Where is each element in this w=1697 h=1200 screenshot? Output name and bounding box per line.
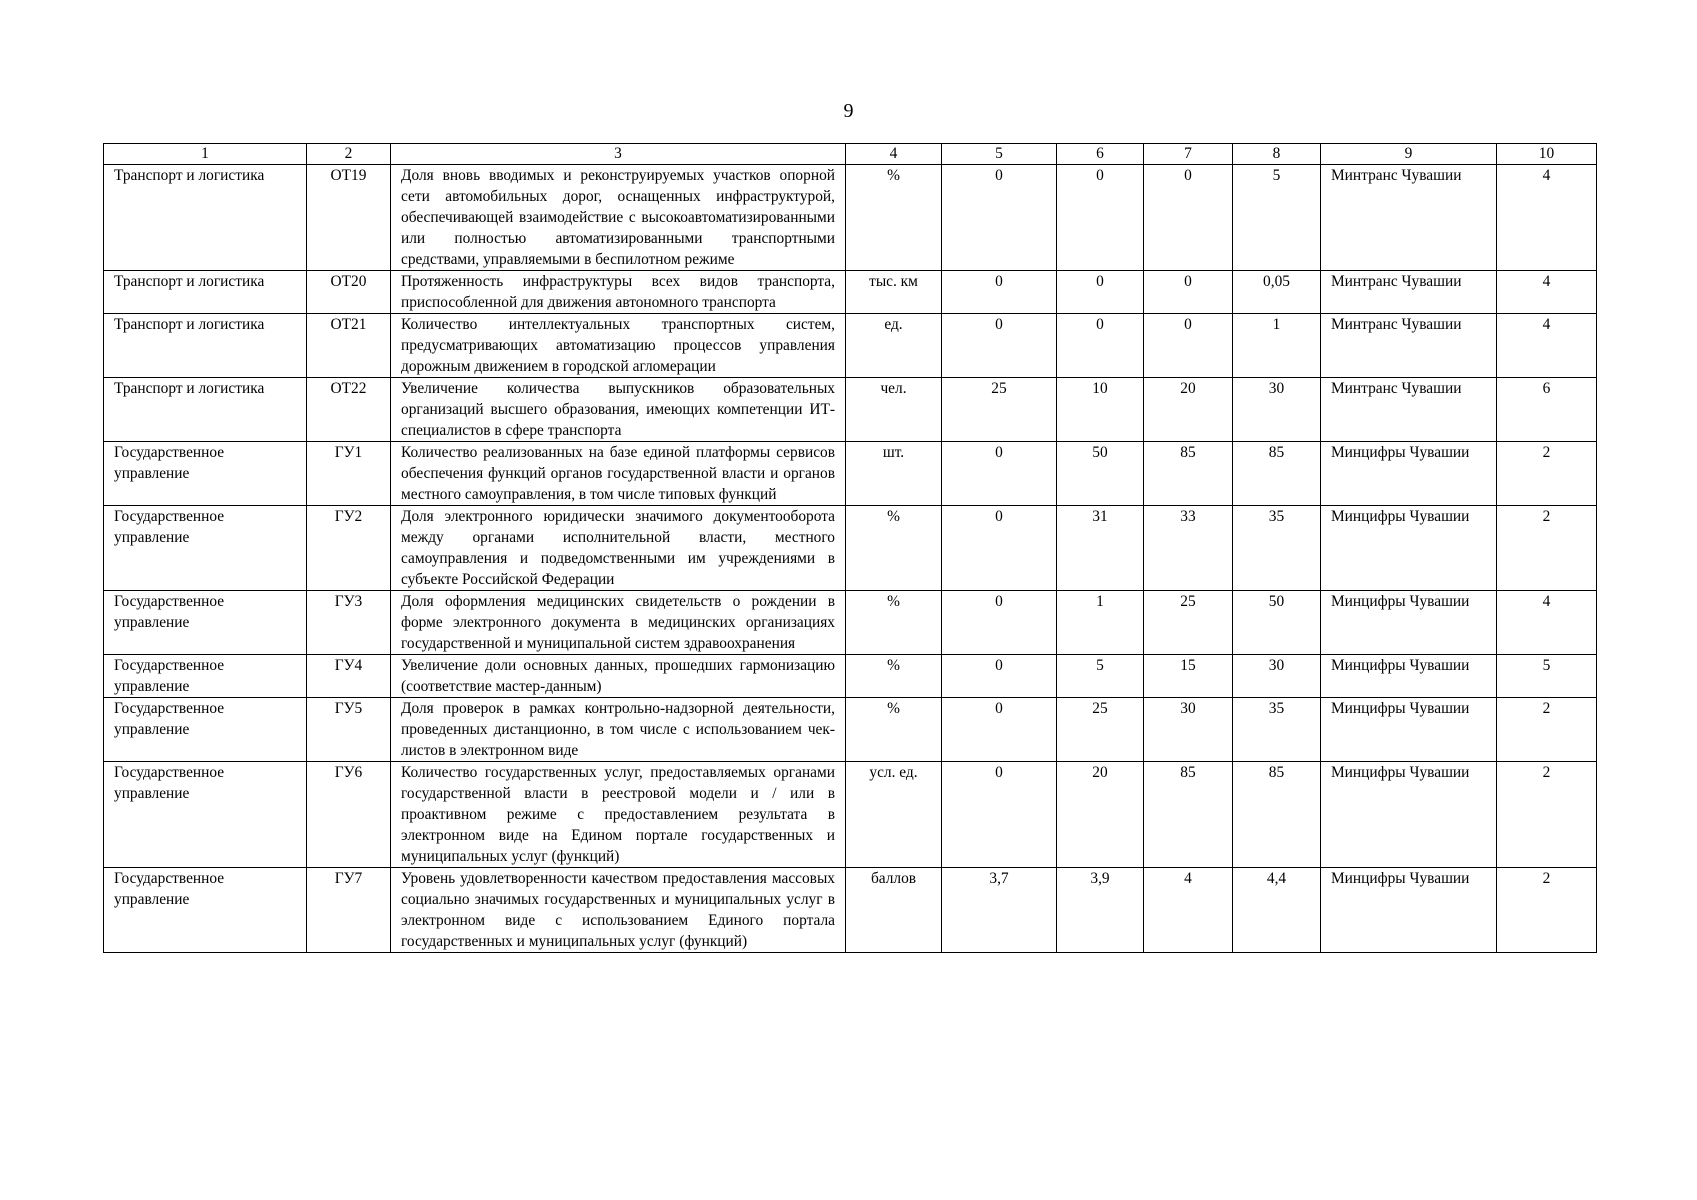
- table-row: [104, 271, 1597, 314]
- responsible-cell: Минцифры Чувашии: [1321, 762, 1497, 868]
- unit-cell: тыс. км: [846, 271, 942, 314]
- weight-cell: 2: [1497, 506, 1597, 591]
- responsible-cell: Минцифры Чувашии: [1321, 591, 1497, 655]
- unit-cell: %: [846, 591, 942, 655]
- sector-cell: Государственное управление: [104, 655, 307, 698]
- column-header: 4: [846, 144, 942, 165]
- table-row: [104, 655, 1597, 698]
- sector-cell: Государственное управление: [104, 506, 307, 591]
- weight-cell: 4: [1497, 314, 1597, 378]
- table-row: [104, 868, 1597, 953]
- description-cell: Количество государственных услуг, предоставляемых органами государственной власти в реестровой модели и / или в проактивном режиме с предоставлением результата в электронном виде на Едином портале государственных и муниципальных услуг (функций): [391, 762, 846, 868]
- value-cell: 0,05: [1233, 271, 1321, 314]
- value-cell: 4: [1144, 868, 1233, 953]
- value-cell: 0: [1057, 271, 1144, 314]
- value-cell: 35: [1233, 506, 1321, 591]
- value-cell: 85: [1144, 762, 1233, 868]
- unit-cell: %: [846, 698, 942, 762]
- unit-cell: усл. ед.: [846, 762, 942, 868]
- unit-cell: чел.: [846, 378, 942, 442]
- code-cell: ОТ22: [307, 378, 391, 442]
- column-header: 1: [104, 144, 307, 165]
- value-cell: 85: [1144, 442, 1233, 506]
- unit-cell: ед.: [846, 314, 942, 378]
- description-cell: Количество реализованных на базе единой платформы сервисов обеспечения функций органов государственной власти и органов местного самоуправления, в том числе типовых функций: [391, 442, 846, 506]
- unit-cell: %: [846, 165, 942, 271]
- table-row: [104, 165, 1597, 271]
- value-cell: 5: [1057, 655, 1144, 698]
- table-row: [104, 314, 1597, 378]
- description-cell: Количество интеллектуальных транспортных систем, предусматривающих автоматизацию процессов управления дорожным движением в городской агломерации: [391, 314, 846, 378]
- value-cell: 85: [1233, 762, 1321, 868]
- column-header: 6: [1057, 144, 1144, 165]
- responsible-cell: Минтранс Чувашии: [1321, 378, 1497, 442]
- table-row: [104, 762, 1597, 868]
- weight-cell: 4: [1497, 165, 1597, 271]
- value-cell: 0: [1057, 165, 1144, 271]
- column-header: 10: [1497, 144, 1597, 165]
- unit-cell: шт.: [846, 442, 942, 506]
- value-cell: 0: [1057, 314, 1144, 378]
- value-cell: 0: [942, 442, 1057, 506]
- sector-cell: Государственное управление: [104, 868, 307, 953]
- value-cell: 0: [942, 591, 1057, 655]
- value-cell: 30: [1233, 655, 1321, 698]
- value-cell: 0: [942, 762, 1057, 868]
- column-header: 7: [1144, 144, 1233, 165]
- code-cell: ГУ6: [307, 762, 391, 868]
- description-cell: Увеличение количества выпускников образовательных организаций высшего образования, имеющих компетенции ИТ-специалистов в сфере транспорта: [391, 378, 846, 442]
- value-cell: 25: [1057, 698, 1144, 762]
- table-row: [104, 591, 1597, 655]
- description-cell: Протяженность инфраструктуры всех видов транспорта, приспособленной для движения автономного транспорта: [391, 271, 846, 314]
- weight-cell: 2: [1497, 698, 1597, 762]
- value-cell: 0: [942, 271, 1057, 314]
- weight-cell: 2: [1497, 868, 1597, 953]
- weight-cell: 2: [1497, 762, 1597, 868]
- column-header: 8: [1233, 144, 1321, 165]
- value-cell: 50: [1233, 591, 1321, 655]
- value-cell: 30: [1233, 378, 1321, 442]
- responsible-cell: Минцифры Чувашии: [1321, 442, 1497, 506]
- code-cell: ОТ20: [307, 271, 391, 314]
- weight-cell: 5: [1497, 655, 1597, 698]
- weight-cell: 4: [1497, 591, 1597, 655]
- responsible-cell: Минтранс Чувашии: [1321, 165, 1497, 271]
- sector-cell: Государственное управление: [104, 762, 307, 868]
- column-header: 2: [307, 144, 391, 165]
- value-cell: 31: [1057, 506, 1144, 591]
- unit-cell: %: [846, 655, 942, 698]
- responsible-cell: Минцифры Чувашии: [1321, 655, 1497, 698]
- unit-cell: %: [846, 506, 942, 591]
- responsible-cell: Минтранс Чувашии: [1321, 314, 1497, 378]
- value-cell: 20: [1144, 378, 1233, 442]
- responsible-cell: Минцифры Чувашии: [1321, 506, 1497, 591]
- code-cell: ГУ5: [307, 698, 391, 762]
- code-cell: ОТ21: [307, 314, 391, 378]
- description-cell: Доля вновь вводимых и реконструируемых участков опорной сети автомобильных дорог, оснащенных инфраструктурой, обеспечивающей взаимодействие с высокоавтоматизированными или полностью автоматизированными транспортными средствами, управляемыми в беспилотном режиме: [391, 165, 846, 271]
- code-cell: ГУ7: [307, 868, 391, 953]
- sector-cell: Государственное управление: [104, 442, 307, 506]
- description-cell: Доля электронного юридически значимого документооборота между органами исполнительной власти, местного самоуправления и подведомственными им учреждениями в субъекте Российской Федерации: [391, 506, 846, 591]
- value-cell: 25: [942, 378, 1057, 442]
- description-cell: Увеличение доли основных данных, прошедших гармонизацию (соответствие мастер-данным): [391, 655, 846, 698]
- column-header: 5: [942, 144, 1057, 165]
- code-cell: ОТ19: [307, 165, 391, 271]
- responsible-cell: Минцифры Чувашии: [1321, 698, 1497, 762]
- value-cell: 10: [1057, 378, 1144, 442]
- responsible-cell: Минтранс Чувашии: [1321, 271, 1497, 314]
- value-cell: 4,4: [1233, 868, 1321, 953]
- table-row: [104, 698, 1597, 762]
- value-cell: 1: [1057, 591, 1144, 655]
- value-cell: 3,7: [942, 868, 1057, 953]
- responsible-cell: Минцифры Чувашии: [1321, 868, 1497, 953]
- value-cell: 0: [1144, 165, 1233, 271]
- value-cell: 0: [942, 506, 1057, 591]
- table-row: [104, 442, 1597, 506]
- sector-cell: Государственное управление: [104, 591, 307, 655]
- value-cell: 85: [1233, 442, 1321, 506]
- description-cell: Доля оформления медицинских свидетельств о рождении в форме электронного документа в медицинских организациях государственной и муниципальной систем здравоохранения: [391, 591, 846, 655]
- value-cell: 50: [1057, 442, 1144, 506]
- header-row: [104, 144, 1597, 165]
- value-cell: 0: [942, 655, 1057, 698]
- value-cell: 1: [1233, 314, 1321, 378]
- column-header: 9: [1321, 144, 1497, 165]
- weight-cell: 6: [1497, 378, 1597, 442]
- value-cell: 0: [942, 314, 1057, 378]
- value-cell: 0: [942, 698, 1057, 762]
- value-cell: 3,9: [1057, 868, 1144, 953]
- code-cell: ГУ4: [307, 655, 391, 698]
- table-row: [104, 378, 1597, 442]
- code-cell: ГУ2: [307, 506, 391, 591]
- sector-cell: Транспорт и логистика: [104, 314, 307, 378]
- weight-cell: 4: [1497, 271, 1597, 314]
- indicators-table: [103, 143, 1597, 953]
- value-cell: 0: [942, 165, 1057, 271]
- value-cell: 20: [1057, 762, 1144, 868]
- value-cell: 0: [1144, 314, 1233, 378]
- weight-cell: 2: [1497, 442, 1597, 506]
- value-cell: 35: [1233, 698, 1321, 762]
- sector-cell: Транспорт и логистика: [104, 165, 307, 271]
- value-cell: 15: [1144, 655, 1233, 698]
- description-cell: Доля проверок в рамках контрольно-надзорной деятельности, проведенных дистанционно, в том числе с использованием чек-листов в электронном виде: [391, 698, 846, 762]
- description-cell: Уровень удовлетворенности качеством предоставления массовых социально значимых государственных и муниципальных услуг в электронном виде с использованием Единого портала государственных и муниципальных услуг (функций): [391, 868, 846, 953]
- code-cell: ГУ3: [307, 591, 391, 655]
- sector-cell: Государственное управление: [104, 698, 307, 762]
- value-cell: 33: [1144, 506, 1233, 591]
- sector-cell: Транспорт и логистика: [104, 271, 307, 314]
- value-cell: 5: [1233, 165, 1321, 271]
- sector-cell: Транспорт и логистика: [104, 378, 307, 442]
- unit-cell: баллов: [846, 868, 942, 953]
- code-cell: ГУ1: [307, 442, 391, 506]
- value-cell: 30: [1144, 698, 1233, 762]
- value-cell: 0: [1144, 271, 1233, 314]
- page-number: 9: [843, 100, 854, 122]
- value-cell: 25: [1144, 591, 1233, 655]
- column-header: 3: [391, 144, 846, 165]
- table-row: [104, 506, 1597, 591]
